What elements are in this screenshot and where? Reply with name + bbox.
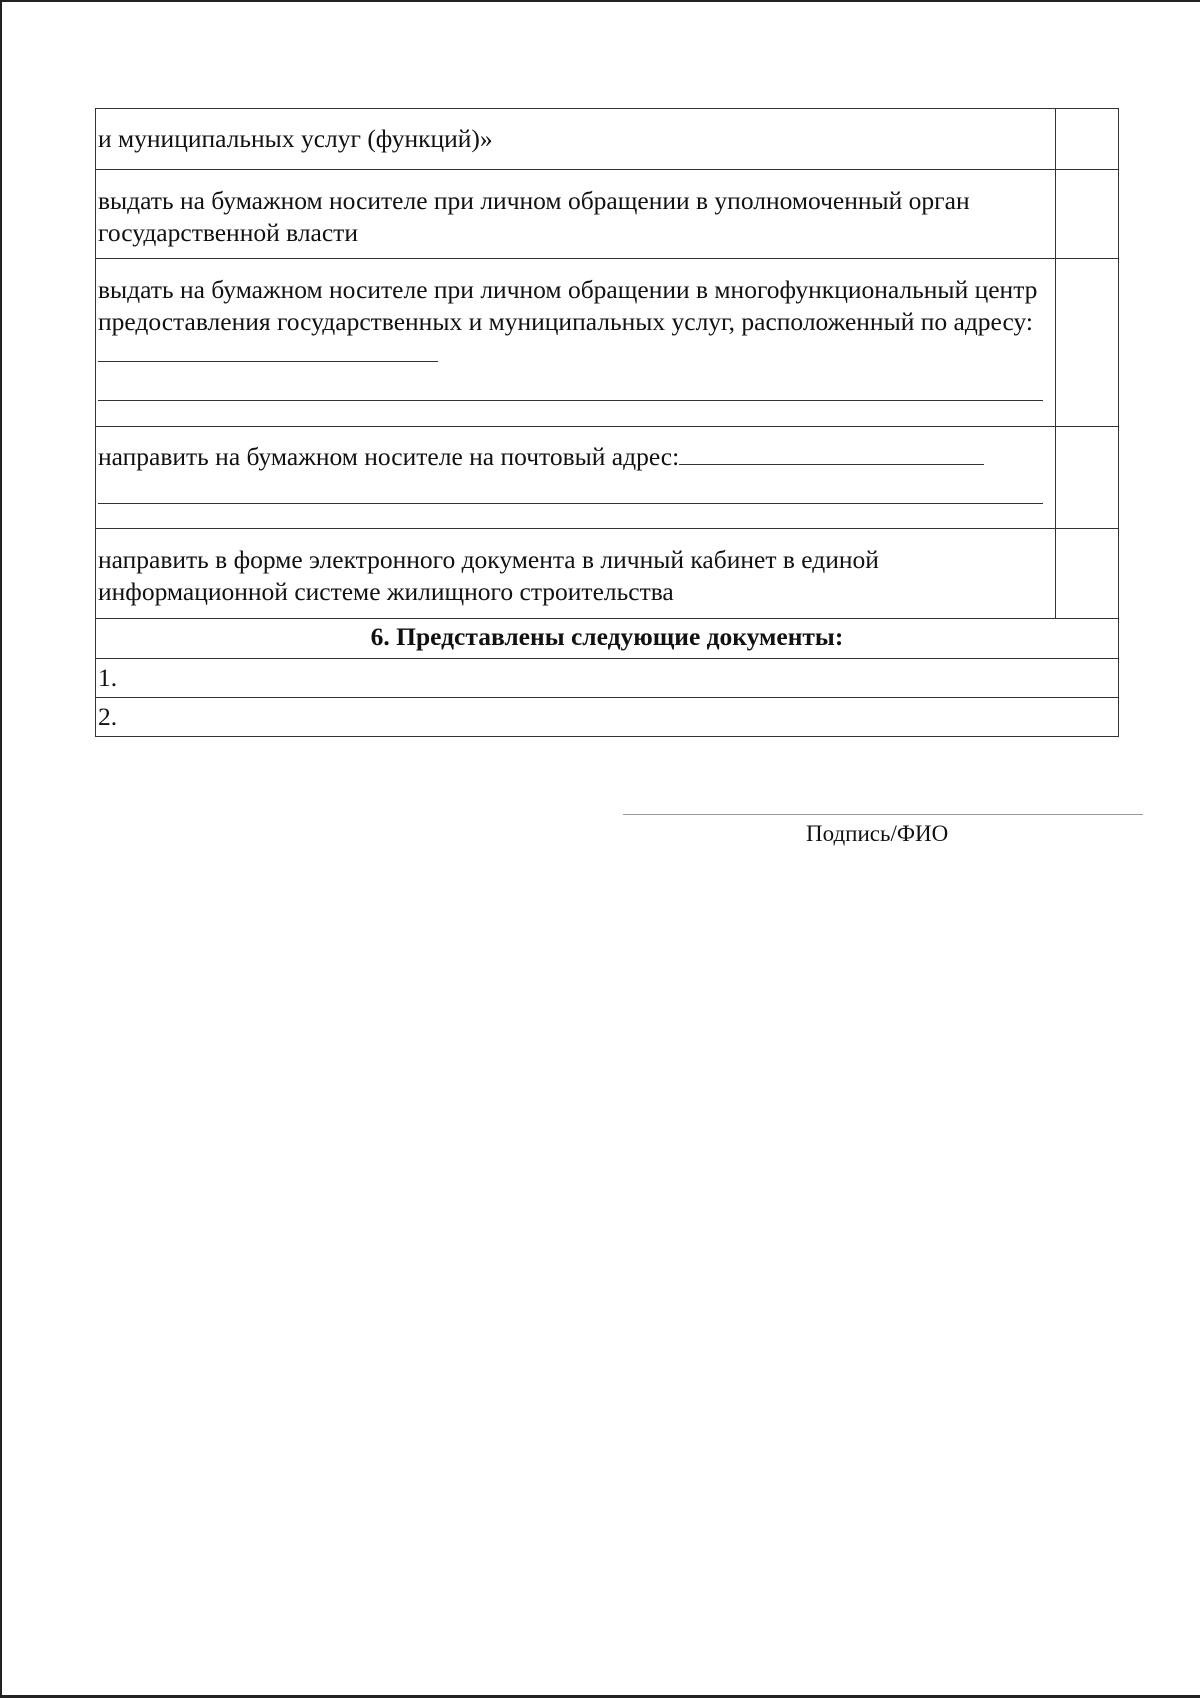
option-text: направить на бумажном носителе на почтовый адрес: [98,442,680,471]
table-row [96,259,1119,427]
address-blank-line[interactable] [98,361,438,362]
signature-line[interactable] [623,814,1143,815]
section-heading: 6. Представлены следующие документы: [96,619,1119,659]
option-text-cell [96,109,1056,170]
document-item[interactable]: 2. [96,698,1119,737]
table-row [96,529,1119,619]
option-checkbox-cell[interactable] [1056,109,1119,170]
option-text: выдать на бумажном носителе при личном обращении в многофункциональный центр предоставления государственных и муниципальных услуг, расположенный по адресу: [98,275,1038,336]
table-row [96,109,1119,170]
option-checkbox-cell[interactable] [1056,427,1119,529]
delivery-options-table [95,108,1119,737]
table-row [96,698,1119,737]
table-row [96,619,1119,659]
signature-caption: Подпись/ФИО [806,821,949,846]
option-text: и муниципальных услуг (функций)» [98,124,493,153]
option-checkbox-cell[interactable] [1056,529,1119,619]
option-text-cell [96,170,1056,259]
option-text-cell [96,427,1056,529]
option-text-cell [96,259,1056,427]
postal-address-blank-line[interactable] [679,464,984,465]
table-row [96,427,1119,529]
document-item[interactable]: 1. [96,659,1119,698]
postal-address-blank-line-2[interactable] [98,503,1043,504]
table-row [96,659,1119,698]
option-text: выдать на бумажном носителе при личном обращении в уполномоченный орган государственной власти [98,186,970,247]
option-text: направить в форме электронного документа в личный кабинет в единой информационной системе жилищного строительства [98,545,879,606]
address-blank-line-2[interactable] [98,400,1043,401]
option-checkbox-cell[interactable] [1056,170,1119,259]
table-row [96,170,1119,259]
option-text-cell [96,529,1056,619]
option-checkbox-cell[interactable] [1056,259,1119,427]
